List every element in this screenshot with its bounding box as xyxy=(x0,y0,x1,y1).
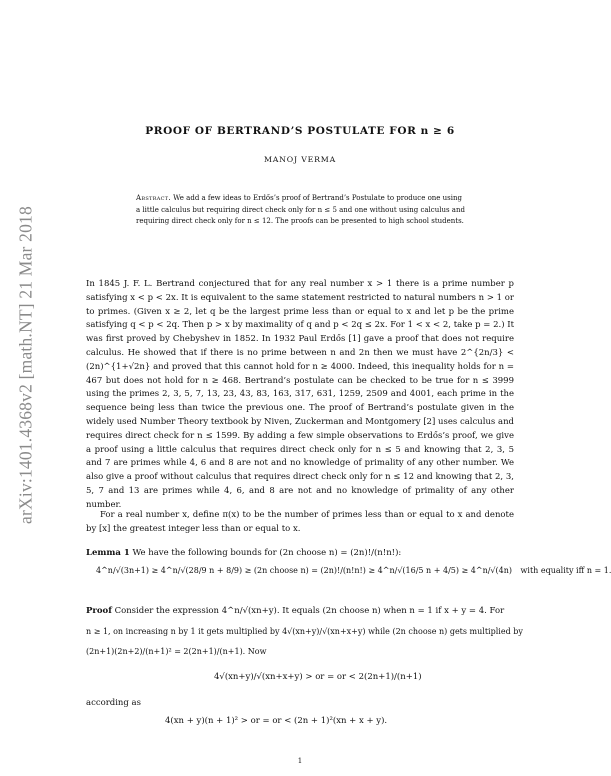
page-number: 1 xyxy=(297,757,303,765)
lemma-label: Lemma 1 xyxy=(86,548,130,558)
proof-inequality-1: 4√(xn+y)/√(xn+x+y) > or = or < 2(2n+1)/(n+1) xyxy=(214,672,422,682)
abstract-text: We add a few ideas to Erdős’s proof of Bertrand’s Postulate to produce one using a little calculus but requiring direct check only for n ≤ 5 and one without using calculus and requiring direct check only for n ≤ 12. The proofs can be presented to high school students. xyxy=(136,194,465,225)
proof-label: Proof xyxy=(86,606,112,616)
intro-paragraph-2: For a real number x, define π(x) to be the number of primes less than or equal to x and denote by [x] the greatest integer less than or equal to x. xyxy=(86,510,514,534)
proof-line-1-text: Consider the expression 4^n/√(xn+y). It equals (2n choose n) when n = 1 if x + y = 4. For xyxy=(111,606,505,616)
proof-line-2: n ≥ 1, on increasing n by 1 it gets multiplied by 4√(xn+y)/√(xn+x+y) while (2n choose n) gets multiplied by xyxy=(86,627,523,636)
according-as-text: according as xyxy=(86,698,141,708)
lemma-text: We have the following bounds for (2n choose n) = (2n)!/(n!n!): xyxy=(129,548,402,558)
abstract xyxy=(136,193,468,228)
proof-inequality-2: 4(xn + y)(n + 1)² > or = or < (2n + 1)²(xn + x + y). xyxy=(165,716,388,726)
arxiv-id: arXiv:1401.4368v2 [math.NT] 21 Mar 2018 xyxy=(15,206,36,524)
paper-title: PROOF OF BERTRAND’S POSTULATE FOR n ≥ 6 xyxy=(145,125,455,137)
abstract-label: Abstract. xyxy=(136,194,171,202)
proof-line-3: (2n+1)(2n+2)/(n+1)² = 2(2n+1)/(n+1). Now xyxy=(86,647,267,656)
lemma-equality-note: with equality iff n = 1. xyxy=(520,566,611,575)
lemma-statement xyxy=(86,548,514,558)
proof-line-1 xyxy=(86,606,514,616)
author-name: MANOJ VERMA xyxy=(263,155,337,164)
intro-paragraph-1: In 1845 J. F. L. Bertrand conjectured that for any real number x > 1 there is a prime number p satisfying x < p < 2x. It is equivalent to the same statement restricted to natural numbers n > 1 or to primes. (Given x ≥ 2, let q be the largest prime less than or equal to x and let p be the prime satisfying q < p < 2q. Then p > x by maximality of q and p < 2q ≤ 2x. For 1 < x < 2, take p = 2.) It was first proved by Chebyshev in 1852. In 1932 Paul Erdős [1] gave a proof that does not require calculus. He showed that if there is no prime between n and 2n then we must have 2^{2n/3} < (2n)^{1+√2n} and proved that this cannot hold for n ≥ 4000. Indeed, this inequality holds for n = 467 but does not hold for n ≥ 468. Bertrand’s postulate can be checked to be true for n ≤ 3999 using the primes 2, 3, 5, 7, 13, 23, 43, 83, 163, 317, 631, 1259, 2509 and 4001, each prime in the sequence being less than twice the previous one. The proof of Bertrand’s postulate given in the widely used Number Theory textbook by Niven, Zuckerman and Montgomery [2] uses calculus and requires direct check for n ≤ 1599. By adding a few simple observations to Erdős’s proof, we give a proof using a little calculus that requires direct check only for n ≤ 5 and knowing that 2, 3, 5 and 7 are primes while 4, 6 and 8 are not and no knowledge of primality of any other number. We also give a proof without calculus that requires direct check only for n ≤ 12 and knowing that 2, 3, 5, 7 and 13 are primes while 4, 6, and 8 are not and no knowledge of primality of any other number. xyxy=(86,279,514,510)
lemma-bounds: 4^n/√(3n+1) ≥ 4^n/√(28/9 n + 8/9) ≥ (2n choose n) = (2n)!/(n!n!) ≥ 4^n/√(16/5 n + 4/5) ≥ 4^n/√(4n) xyxy=(96,566,512,575)
lemma-bounds-row xyxy=(96,566,611,596)
